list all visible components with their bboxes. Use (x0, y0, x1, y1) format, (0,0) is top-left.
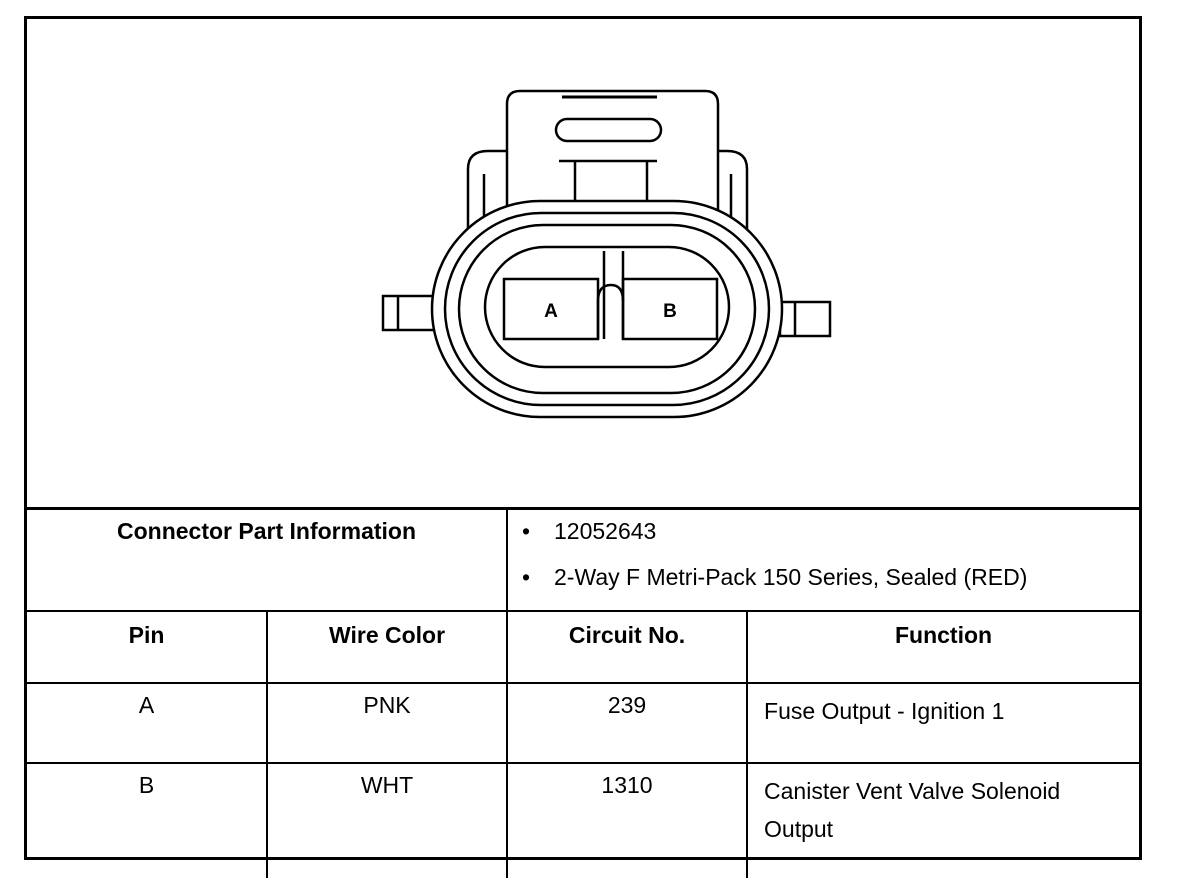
pin-header: Pin (27, 611, 267, 683)
circuit-cell: 239 (507, 683, 747, 763)
pin-cell: B (27, 763, 267, 878)
header-row (27, 611, 1139, 683)
part-info-label: Connector Part Information (27, 509, 507, 612)
function-cell: Fuse Output - Ignition 1 (747, 683, 1139, 763)
connector-diagram (27, 19, 1145, 507)
circuit-header: Circuit No. (507, 611, 747, 683)
connector-frame (24, 16, 1142, 860)
connector-table (27, 507, 1139, 878)
function-cell: Canister Vent Valve Solenoid Output (747, 763, 1139, 878)
cavity-a-label: A (544, 301, 558, 322)
wire-color-cell: PNK (267, 683, 507, 763)
part-info-row (27, 509, 1139, 612)
function-header: Function (747, 611, 1139, 683)
part-info-values (507, 509, 1139, 612)
left-ear (383, 296, 435, 330)
part-number: • 12052643 (522, 518, 1139, 564)
wire-color-cell: WHT (267, 763, 507, 878)
lock-slot (556, 119, 661, 141)
table-row (27, 683, 1139, 763)
cavity-b-label: B (663, 301, 677, 322)
circuit-cell: 1310 (507, 763, 747, 878)
right-ear (780, 302, 830, 336)
table-row (27, 763, 1139, 878)
wire-color-header: Wire Color (267, 611, 507, 683)
pin-cell: A (27, 683, 267, 763)
part-description: • 2-Way F Metri-Pack 150 Series, Sealed (RED) (522, 564, 1139, 610)
